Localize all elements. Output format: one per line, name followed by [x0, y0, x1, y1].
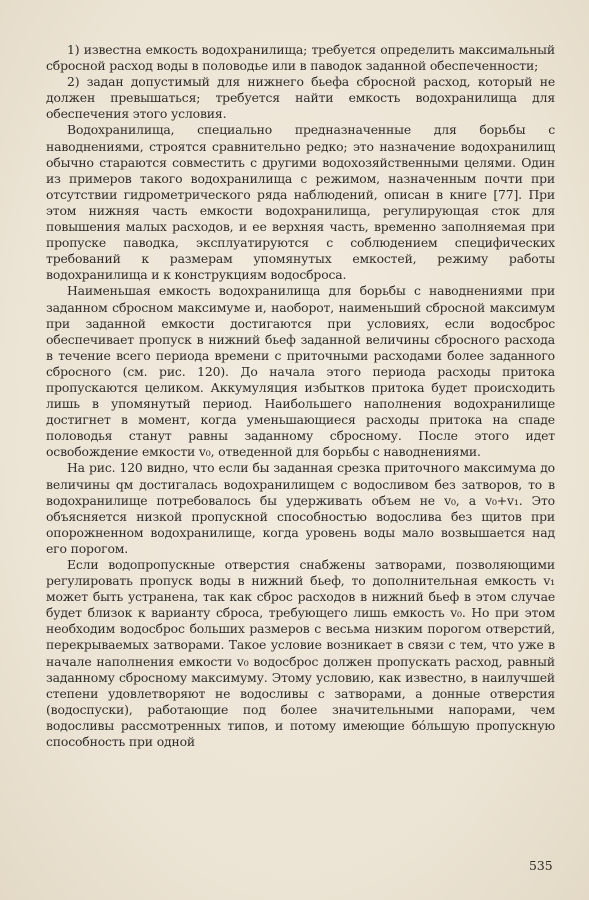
body-text	[46, 42, 555, 750]
page-number: 535	[529, 858, 553, 873]
paragraph-reservoirs-flood-control: Водохранилища, специально предназначенные для борьбы с наводнениями, строятся сравнительно редко; это назначение водохранилищ обычно стараются совместить с другими водохозяйственными целями. Один из примеров такого водохранилища с режимом, назначенным почти при отсутствии гидрометрического ряда наблюдений, описан в книге [77]. При этом нижняя часть емкости водохранилища, регулирующая сток для повышения малых расходов, и ее верхняя часть, временно заполняемая при пропуске паводка, эксплуатируются с соблюдением специфических требований к размерам упомянутых емкостей, режиму работы водохранилища и к конструкциям водосброса.	[46, 122, 555, 283]
paragraph-figure-120: На рис. 120 видно, что если бы заданная срезка приточного максимума до величины qм достигалась водохранилищем с водосливом без затворов, то в водохранилище потребовалось бы удерживать объем не v₀, а v₀+v₁. Это объясняется низкой пропускной способностью водослива без щитов при опорожненном водохранилище, когда уровень воды мало возвышается над его порогом.	[46, 460, 555, 556]
paragraph-minimum-capacity: Наименьшая емкость водохранилища для борьбы с наводнениями при заданном сбросном максимуме и, наоборот, наименьший сбросной максимум при заданной емкости достигаются при условиях, если водосброс обеспечивает пропуск в нижний бьеф заданной величины сбросного расхода в течение всего периода времени с приточными расходами более заданного сбросного (см. рис. 120). До начала этого периода расходы притока пропускаются целиком. Аккумуляция избытков притока будет происходить лишь в упомянутый период. Наибольшего наполнения водохранилище достигнет в момент, когда уменьшающиеся расходы притока на спаде половодья станут равны заданному сбросному. После этого идет освобождение емкости v₀, отведенной для борьбы с наводнениями.	[46, 283, 555, 460]
paragraph-gated-outlets: Если водопропускные отверстия снабжены затворами, позволяющими регулировать пропуск воды в нижний бьеф, то дополнительная емкость v₁ может быть устранена, так как сброс расходов в нижний бьеф в этом случае будет близок к варианту сброса, требующего лишь емкость v₀. Но при этом необходим водосброс больших размеров с весьма низким порогом отверстий, перекрываемых затворами. Такое условие возникает в связи с тем, что уже в начале наполнения емкости v₀ водосброс должен пропускать расход, равный заданному сбросному максимуму. Этому условию, как известно, в наилучшей степени удовлетворяют не водосливы с затворами, а донные отверстия (водоспуски), работающие под более значительными напорами, чем водосливы рассмотренных типов, и потому имеющие бóльшую пропускную способность при одной	[46, 557, 555, 750]
paragraph-item-1: 1) известна емкость водохранилища; требуется определить максимальный сбросной расход воды в половодье или в паводок заданной обеспеченности;	[46, 42, 555, 74]
paragraph-item-2: 2) задан допустимый для нижнего бьефа сбросной расход, который не должен превышаться; требуется найти емкость водохранилища для обеспечения этого условия.	[46, 74, 555, 122]
